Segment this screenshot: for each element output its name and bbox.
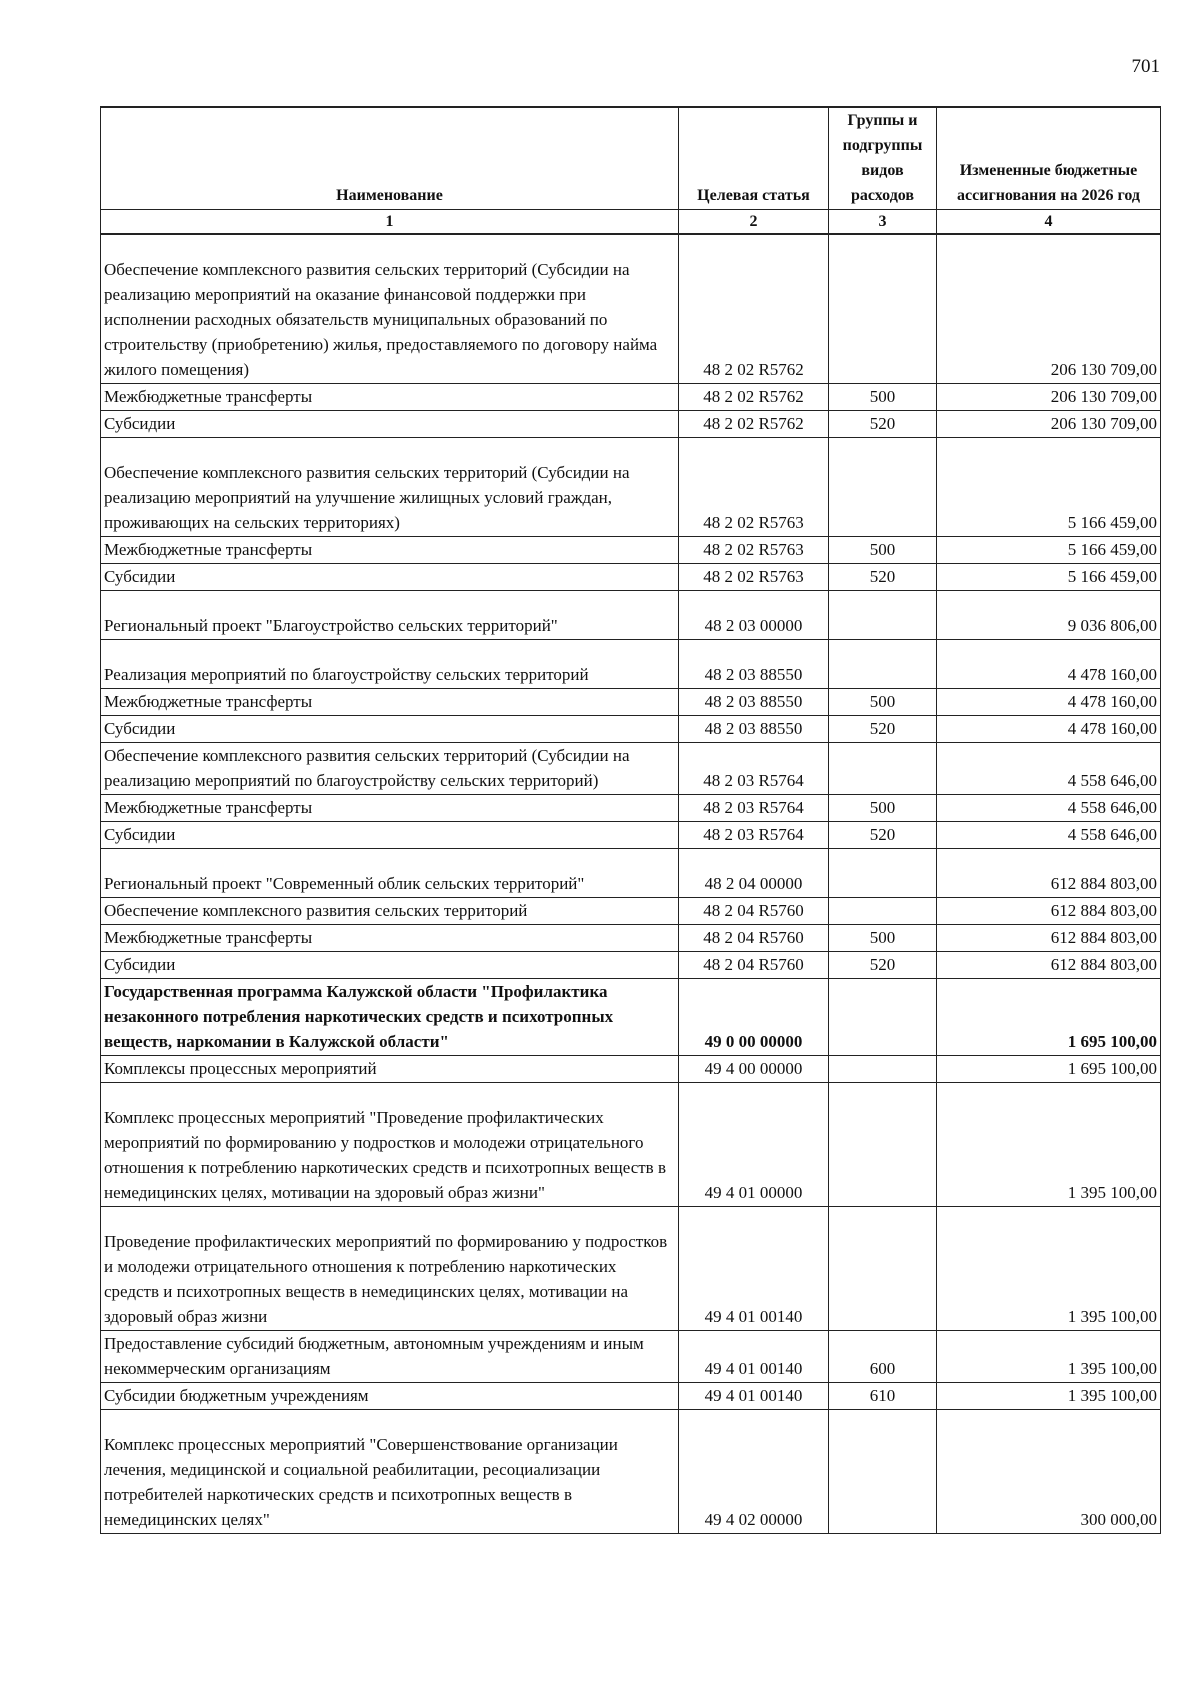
row-name: Субсидии xyxy=(101,716,679,743)
page-number: 701 xyxy=(1131,56,1160,77)
table-row xyxy=(101,925,1161,952)
row-amount: 206 130 709,00 xyxy=(937,384,1161,411)
row-amount: 612 884 803,00 xyxy=(937,849,1161,898)
row-code: 49 4 02 00000 xyxy=(679,1410,829,1534)
row-amount: 1 395 100,00 xyxy=(937,1207,1161,1331)
row-group xyxy=(829,898,937,925)
table-row-program xyxy=(101,979,1161,1056)
row-code: 48 2 03 00000 xyxy=(679,591,829,640)
row-amount: 5 166 459,00 xyxy=(937,564,1161,591)
row-code: 48 2 04 R5760 xyxy=(679,898,829,925)
table-row xyxy=(101,384,1161,411)
row-code: 49 4 01 00140 xyxy=(679,1331,829,1383)
table-row xyxy=(101,411,1161,438)
row-group xyxy=(829,849,937,898)
table-row xyxy=(101,795,1161,822)
column-number: 3 xyxy=(829,210,937,235)
row-amount: 1 395 100,00 xyxy=(937,1083,1161,1207)
row-amount: 4 558 646,00 xyxy=(937,743,1161,795)
row-code: 49 4 01 00000 xyxy=(679,1083,829,1207)
row-amount: 1 695 100,00 xyxy=(937,979,1161,1056)
row-group xyxy=(829,234,937,384)
row-amount: 1 395 100,00 xyxy=(937,1383,1161,1410)
table-row xyxy=(101,689,1161,716)
row-code: 48 2 03 88550 xyxy=(679,689,829,716)
row-name: Предоставление субсидий бюджетным, автономным учреждениям и иным некоммерческим организациям xyxy=(101,1331,679,1383)
row-name: Субсидии xyxy=(101,411,679,438)
row-name: Субсидии xyxy=(101,564,679,591)
row-group: 500 xyxy=(829,925,937,952)
row-group xyxy=(829,1083,937,1207)
row-name: Межбюджетные трансферты xyxy=(101,537,679,564)
row-code: 49 4 01 00140 xyxy=(679,1207,829,1331)
row-group: 600 xyxy=(829,1331,937,1383)
table-row xyxy=(101,537,1161,564)
row-group xyxy=(829,979,937,1056)
table-row xyxy=(101,822,1161,849)
row-code: 48 2 02 R5762 xyxy=(679,384,829,411)
row-code: 48 2 02 R5762 xyxy=(679,234,829,384)
row-code: 49 4 00 00000 xyxy=(679,1056,829,1083)
row-amount: 612 884 803,00 xyxy=(937,925,1161,952)
row-code: 49 0 00 00000 xyxy=(679,979,829,1056)
table-row xyxy=(101,849,1161,898)
row-code: 48 2 03 R5764 xyxy=(679,743,829,795)
row-name: Обеспечение комплексного развития сельских территорий (Субсидии на реализацию мероприятий на улучшение жилищных условий граждан, проживающих на сельских территориях) xyxy=(101,438,679,537)
row-amount: 4 478 160,00 xyxy=(937,689,1161,716)
row-group: 500 xyxy=(829,795,937,822)
row-name: Региональный проект "Благоустройство сельских территорий" xyxy=(101,591,679,640)
row-code: 48 2 02 R5763 xyxy=(679,537,829,564)
table-row xyxy=(101,1207,1161,1331)
row-amount: 206 130 709,00 xyxy=(937,234,1161,384)
row-code: 48 2 02 R5763 xyxy=(679,564,829,591)
table-row xyxy=(101,1410,1161,1534)
row-amount: 612 884 803,00 xyxy=(937,952,1161,979)
row-amount: 4 558 646,00 xyxy=(937,795,1161,822)
table-row xyxy=(101,1383,1161,1410)
row-name: Проведение профилактических мероприятий по формированию у подростков и молодежи отрицательного отношения к потреблению наркотических средств и психотропных веществ в немедицинских целях, мотивации на здоровый образ жизни xyxy=(101,1207,679,1331)
table-row xyxy=(101,898,1161,925)
table-row xyxy=(101,1056,1161,1083)
header-row xyxy=(101,107,1161,210)
row-group xyxy=(829,1056,937,1083)
column-number: 1 xyxy=(101,210,679,235)
row-code: 48 2 04 R5760 xyxy=(679,952,829,979)
row-name: Комплексы процессных мероприятий xyxy=(101,1056,679,1083)
row-amount: 5 166 459,00 xyxy=(937,537,1161,564)
budget-table xyxy=(100,106,1161,1534)
row-amount: 612 884 803,00 xyxy=(937,898,1161,925)
table-row xyxy=(101,716,1161,743)
row-name: Обеспечение комплексного развития сельских территорий (Субсидии на реализацию мероприятий по благоустройству сельских территорий) xyxy=(101,743,679,795)
row-name: Субсидии xyxy=(101,952,679,979)
table-row xyxy=(101,743,1161,795)
row-name: Государственная программа Калужской области "Профилактика незаконного потребления наркотических средств и психотропных веществ, наркомании в Калужской области" xyxy=(101,979,679,1056)
row-code: 48 2 02 R5762 xyxy=(679,411,829,438)
row-name: Субсидии бюджетным учреждениям xyxy=(101,1383,679,1410)
row-amount: 4 478 160,00 xyxy=(937,640,1161,689)
table-row xyxy=(101,1331,1161,1383)
row-group xyxy=(829,438,937,537)
table-row xyxy=(101,952,1161,979)
table-row xyxy=(101,1083,1161,1207)
row-name: Межбюджетные трансферты xyxy=(101,795,679,822)
table-row xyxy=(101,234,1161,384)
row-name: Реализация мероприятий по благоустройству сельских территорий xyxy=(101,640,679,689)
header-allocations: Измененные бюджетные ассигнования на 2026 год xyxy=(937,107,1161,210)
row-code: 48 2 03 R5764 xyxy=(679,822,829,849)
header-expense-groups: Группы и подгруппы видов расходов xyxy=(829,107,937,210)
row-name: Региональный проект "Современный облик сельских территорий" xyxy=(101,849,679,898)
row-code: 48 2 02 R5763 xyxy=(679,438,829,537)
row-group: 520 xyxy=(829,564,937,591)
row-name: Комплекс процессных мероприятий "Совершенствование организации лечения, медицинской и социальной реабилитации, ресоциализации потребителей наркотических средств и психотропных веществ в немедицинских целях" xyxy=(101,1410,679,1534)
row-amount: 4 558 646,00 xyxy=(937,822,1161,849)
column-number-row xyxy=(101,210,1161,235)
row-name: Обеспечение комплексного развития сельских территорий (Субсидии на реализацию мероприятий на оказание финансовой поддержки при исполнении расходных обязательств муниципальных образований по строительству (приобретению) жилья, предоставляемого по договору найма жилого помещения) xyxy=(101,234,679,384)
row-group: 500 xyxy=(829,384,937,411)
header-name: Наименование xyxy=(101,107,679,210)
table-row xyxy=(101,591,1161,640)
row-code: 48 2 04 R5760 xyxy=(679,925,829,952)
row-code: 48 2 03 R5764 xyxy=(679,795,829,822)
row-group xyxy=(829,591,937,640)
row-name: Комплекс процессных мероприятий "Проведение профилактических мероприятий по формированию у подростков и молодежи отрицательного отношения к потреблению наркотических средств и психотропных веществ в немедицинских целях, мотивации на здоровый образ жизни" xyxy=(101,1083,679,1207)
row-amount: 1 695 100,00 xyxy=(937,1056,1161,1083)
column-number: 2 xyxy=(679,210,829,235)
row-name: Межбюджетные трансферты xyxy=(101,925,679,952)
row-amount: 9 036 806,00 xyxy=(937,591,1161,640)
row-group: 610 xyxy=(829,1383,937,1410)
row-amount: 5 166 459,00 xyxy=(937,438,1161,537)
row-name: Межбюджетные трансферты xyxy=(101,384,679,411)
row-name: Обеспечение комплексного развития сельских территорий xyxy=(101,898,679,925)
row-group: 500 xyxy=(829,537,937,564)
row-group: 520 xyxy=(829,822,937,849)
row-group xyxy=(829,640,937,689)
row-group: 520 xyxy=(829,716,937,743)
row-amount: 4 478 160,00 xyxy=(937,716,1161,743)
row-group xyxy=(829,743,937,795)
row-code: 48 2 03 88550 xyxy=(679,716,829,743)
column-number: 4 xyxy=(937,210,1161,235)
row-group: 500 xyxy=(829,689,937,716)
row-name: Субсидии xyxy=(101,822,679,849)
row-group xyxy=(829,1207,937,1331)
table-row xyxy=(101,438,1161,537)
header-target-article: Целевая статья xyxy=(679,107,829,210)
row-group: 520 xyxy=(829,411,937,438)
row-group xyxy=(829,1410,937,1534)
row-group: 520 xyxy=(829,952,937,979)
table-row xyxy=(101,564,1161,591)
table-row xyxy=(101,640,1161,689)
row-code: 49 4 01 00140 xyxy=(679,1383,829,1410)
row-name: Межбюджетные трансферты xyxy=(101,689,679,716)
row-code: 48 2 03 88550 xyxy=(679,640,829,689)
row-amount: 1 395 100,00 xyxy=(937,1331,1161,1383)
row-amount: 300 000,00 xyxy=(937,1410,1161,1534)
row-code: 48 2 04 00000 xyxy=(679,849,829,898)
row-amount: 206 130 709,00 xyxy=(937,411,1161,438)
